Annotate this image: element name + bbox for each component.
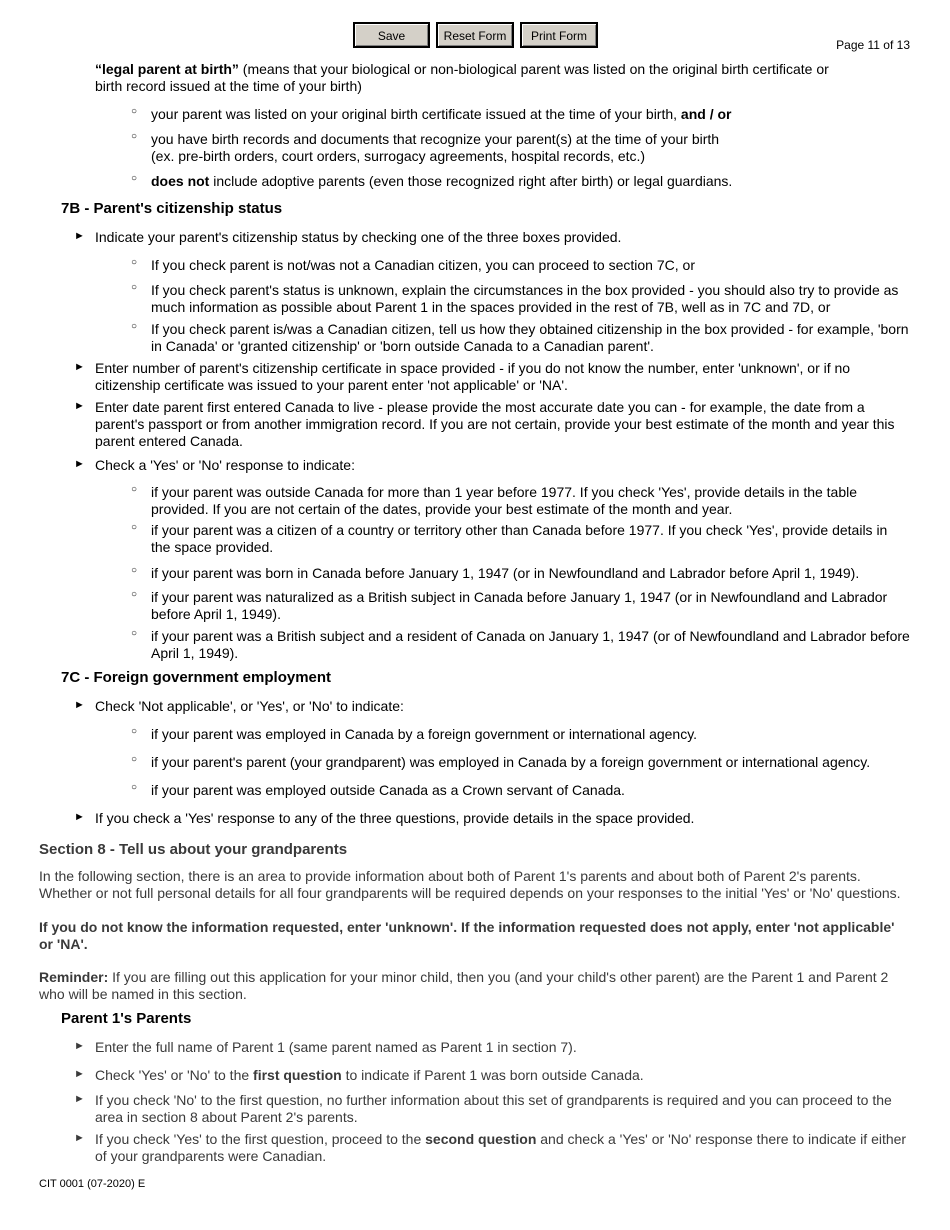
list-item: If you check a 'Yes' response to any of the three questions, provide details in the space provided. — [95, 810, 695, 826]
list-item: does not include adoptive parents (even those recognized right after birth) or legal guardians. — [151, 173, 733, 189]
list-item: Check 'Not applicable', or 'Yes', or 'No' to indicate: — [95, 698, 404, 714]
list-item: Enter the full name of Parent 1 (same parent named as Parent 1 in section 7). — [95, 1039, 577, 1055]
triangle-bullet-icon: ► — [74, 1093, 85, 1105]
list-item: Enter number of parent's citizenship certificate in space provided - if you do not know the number, enter 'unknown', or if no citizenship certificate was issued to your parent enter 'not applicable' or 'NA'. — [95, 360, 851, 393]
page-number: Page 11 of 13 — [836, 38, 910, 52]
list-item: if your parent was a British subject and a resident of Canada on January 1, 1947 (or of Newfoundland and Labrador before April 1, 1949). — [151, 628, 910, 661]
circle-bullet-icon: ○ — [131, 106, 138, 117]
print-form-button[interactable]: Print Form — [520, 22, 598, 48]
section-8-heading: Section 8 - Tell us about your grandparents — [39, 841, 348, 858]
list-item: if your parent was a citizen of a country or territory other than Canada before 1977. If you check 'Yes', provide details in the space provided. — [151, 522, 888, 555]
save-button[interactable]: Save — [353, 22, 430, 48]
circle-bullet-icon: ○ — [131, 589, 138, 600]
circle-bullet-icon: ○ — [131, 257, 138, 268]
circle-bullet-icon: ○ — [131, 726, 138, 737]
list-item: if your parent was employed in Canada by a foreign government or international agency. — [151, 726, 698, 742]
list-item: Check 'Yes' or 'No' to the first question to indicate if Parent 1 was born outside Canada. — [95, 1067, 644, 1083]
triangle-bullet-icon: ► — [74, 1068, 85, 1080]
triangle-bullet-icon: ► — [74, 699, 85, 711]
triangle-bullet-icon: ► — [74, 1040, 85, 1052]
circle-bullet-icon: ○ — [131, 282, 138, 293]
circle-bullet-icon: ○ — [131, 782, 138, 793]
list-item: if your parent was employed outside Canada as a Crown servant of Canada. — [151, 782, 625, 798]
triangle-bullet-icon: ► — [74, 811, 85, 823]
circle-bullet-icon: ○ — [131, 628, 138, 639]
list-item: If you check 'No' to the first question, no further information about this set of grandparents is required and you can proceed to the area in section 8 about Parent 2's parents. — [95, 1092, 892, 1125]
triangle-bullet-icon: ► — [74, 458, 85, 470]
triangle-bullet-icon: ► — [74, 361, 85, 373]
circle-bullet-icon: ○ — [131, 522, 138, 533]
list-item: If you check parent's status is unknown, explain the circumstances in the box provided - you should also try to provide as much information as possible about Parent 1 in the spaces provided in the rest of 7B, well as in 7C and 7D, or — [151, 282, 899, 315]
legal-parent-text: (means that your biological or non-biological parent was listed on the original birth certificate or — [238, 61, 829, 77]
list-item: if your parent was born in Canada before January 1, 1947 (or in Newfoundland and Labrador before April 1, 1949). — [151, 565, 860, 581]
list-item: If you check parent is/was a Canadian citizen, tell us how they obtained citizenship in the box provided - for example, 'born in Canada' or 'granted citizenship' or 'born outside Canada to a Canadian parent'. — [151, 321, 909, 354]
list-item: your parent was listed on your original birth certificate issued at the time of your birth, and / or — [151, 106, 732, 122]
reminder-note: Reminder: If you are filling out this application for your minor child, then you (and your child's other parent) are the Parent 1 and Parent 2 who will be named in this section. — [39, 969, 889, 1002]
triangle-bullet-icon: ► — [74, 1132, 85, 1144]
list-item: if your parent was naturalized as a British subject in Canada before January 1, 1947 (or in Newfoundland and Labrador before April 1, 1949). — [151, 589, 888, 622]
list-item: If you check 'Yes' to the first question, proceed to the second question and check a 'Yes' or 'No' response there to indicate if either of your grandparents were Canadian. — [95, 1131, 907, 1164]
circle-bullet-icon: ○ — [131, 173, 138, 184]
list-item: Check a 'Yes' or 'No' response to indicate: — [95, 457, 355, 473]
triangle-bullet-icon: ► — [74, 400, 85, 412]
list-item: Enter date parent first entered Canada to live - please provide the most accurate date you can - for example, the date from a parent's passport or from another immigration record. If you are not certain, provide your best estimate of the month and year this parent entered Canada. — [95, 399, 895, 449]
legal-parent-definition — [95, 61, 915, 95]
legal-parent-term: “legal parent at birth” — [95, 61, 239, 77]
list-item: Indicate your parent's citizenship status by checking one of the three boxes provided. — [95, 229, 622, 245]
list-item: If you check parent is not/was not a Canadian citizen, you can proceed to section 7C, or — [151, 257, 695, 273]
circle-bullet-icon: ○ — [131, 131, 138, 142]
circle-bullet-icon: ○ — [131, 321, 138, 332]
triangle-bullet-icon: ► — [74, 230, 85, 242]
legal-parent-text-2: birth record issued at the time of your birth) — [95, 78, 362, 94]
list-item: if your parent's parent (your grandparent) was employed in Canada by a foreign government or international agency. — [151, 754, 871, 770]
section-7c-heading: 7C - Foreign government employment — [61, 669, 332, 686]
circle-bullet-icon: ○ — [131, 484, 138, 495]
list-item: if your parent was outside Canada for more than 1 year before 1977. If you check 'Yes', provide details in the table provided. If you are not certain of the dates, provide your best estimate of the month and year. — [151, 484, 858, 517]
circle-bullet-icon: ○ — [131, 754, 138, 765]
circle-bullet-icon: ○ — [131, 565, 138, 576]
parent-1-parents-heading: Parent 1's Parents — [61, 1010, 192, 1027]
form-code-footer: CIT 0001 (07-2020) E — [39, 1178, 146, 1190]
section-8-intro: In the following section, there is an area to provide information about both of Parent 1's parents and about both of Parent 2's parents. Whether or not full personal details for all four grandparents will be required depends on your responses to the initial 'Yes' or 'No' questions. — [39, 868, 901, 901]
section-7b-heading: 7B - Parent's citizenship status — [61, 200, 283, 217]
reset-form-button[interactable]: Reset Form — [436, 22, 514, 48]
list-item: you have birth records and documents that recognize your parent(s) at the time of your birth (ex. pre-birth orders, court orders, surrogacy agreements, hospital records, etc.) — [151, 131, 720, 164]
unknown-instruction: If you do not know the information requested, enter 'unknown'. If the information requested does not apply, enter 'not applicable' or 'NA'. — [39, 919, 895, 952]
